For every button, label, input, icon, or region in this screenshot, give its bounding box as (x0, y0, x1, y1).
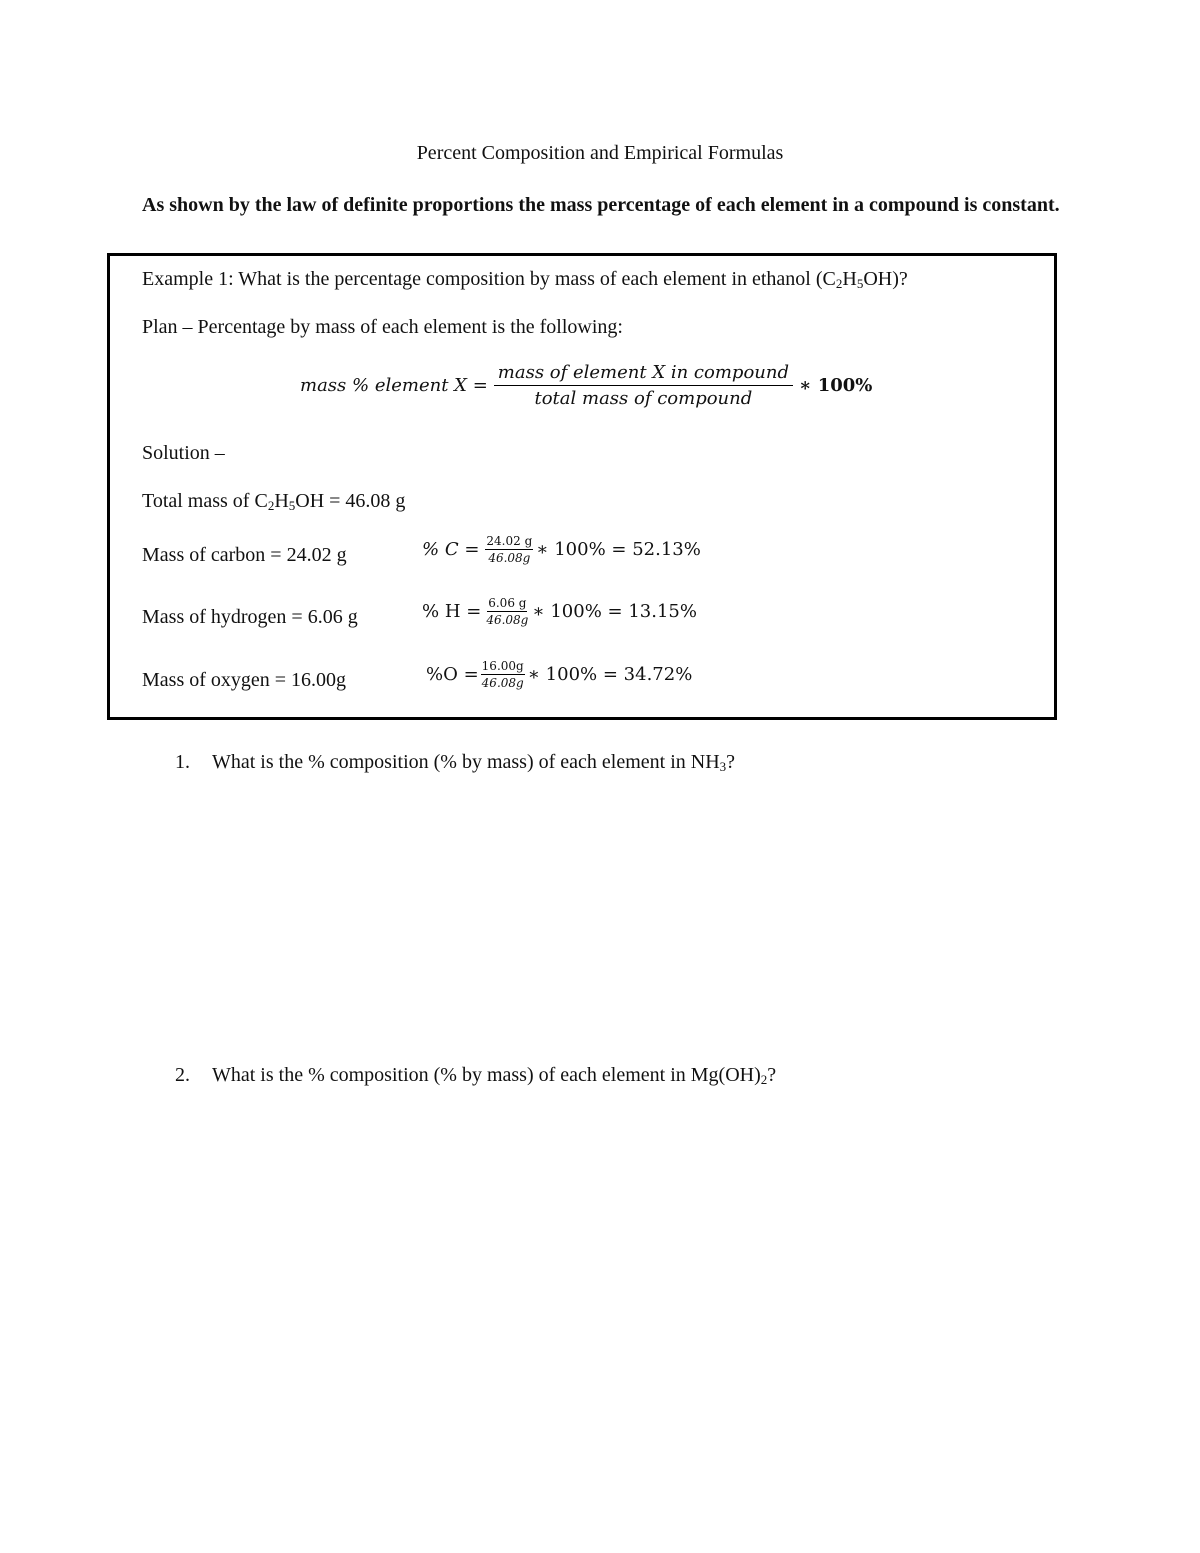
hydrogen-fraction: $\frac{6.06 g}{46.08g}$ (486, 596, 529, 627)
example-question: Example 1: What is the percentage composition by mass of each element in ethanol $(C_2H_5OH)$? (142, 268, 908, 291)
plan-text: Plan – Percentage by mass of each element is the following: (142, 316, 623, 338)
page-title: Percent Composition and Empirical Formulas (416, 142, 784, 164)
hydrogen-calc: % H = $\frac{6.06 g}{46.08g}$ ∗ 100% = 13.15% (422, 596, 697, 627)
percent-formula (300, 362, 872, 409)
oxygen-mass: Mass of oxygen = 16.00g (142, 669, 347, 691)
solution-label: Solution – (142, 442, 225, 464)
oxygen-calc: %O = $\frac{16.00g}{46.08g}$ ∗ 100% = 34.72% (426, 659, 693, 690)
formula-rhs: ∗ 100% (799, 375, 873, 396)
intro-paragraph: As shown by the law of definite proportions the mass percentage of each element in a compound is constant. (142, 194, 1060, 216)
question-1-number: 1. (175, 751, 190, 773)
formula-numerator: mass of element X in compound (494, 362, 793, 386)
total-mass: Total mass of $C_2H_5OH = 46.08$ g (142, 490, 406, 513)
formula-lhs: mass % element X = (300, 375, 488, 396)
hydrogen-mass: Mass of hydrogen = 6.06 g (142, 606, 358, 628)
question-2-number: 2. (175, 1064, 190, 1086)
oxygen-fraction: $\frac{16.00g}{46.08g}$ (481, 659, 524, 690)
formula-denominator: total mass of compound (534, 388, 753, 409)
carbon-fraction: $\frac{24.02 g}{46.08g}$ (486, 534, 533, 565)
question-1-text: What is the % composition (% by mass) of each element in $NH_3$? (212, 751, 736, 774)
formula-fraction (494, 362, 793, 409)
question-2-text: What is the % composition (% by mass) of each element in $Mg(OH)_2$? (212, 1064, 777, 1087)
carbon-calc: % C = $\frac{24.02 g}{46.08g}$ ∗ 100% = 52.13% (422, 534, 701, 565)
carbon-mass: Mass of carbon = 24.02 g (142, 544, 347, 566)
